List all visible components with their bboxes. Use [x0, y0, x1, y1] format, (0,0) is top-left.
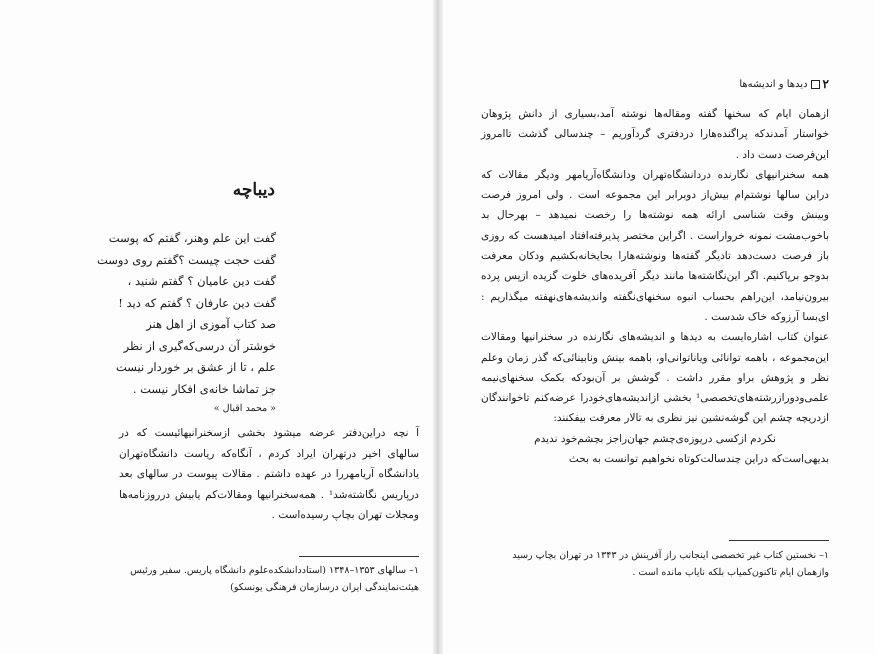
poem-line: گفت دین عارفان ؟ گفتم که دید !	[118, 295, 276, 310]
left-footnote	[119, 562, 419, 596]
poem-attribution: « محمد اقبال »	[213, 403, 276, 414]
poem-line: جز تماشا خانه‌ی افکار نیست .	[132, 381, 276, 396]
body-paragraph: عنوان کتاب اشاره‌ایست به دیدها و اندیشه‌های نگارنده در سخنرانیها ومقالات این‌مجموعه ، باهمه توانائی ویاناتوانی‌او، باهمه بینش ونابینائی‌که گذر زمان وعلم نظر و پژوهش براو مقرر داشت . گوشش بر آن‌بودکه بکمک سخنهای‌نیمه علمی‌ودورازرشته‌های‌تخصصی¹ بخشی ازاندیشه‌های‌خودرا عرضه‌کنم تاخوانندگان ازدریچه چشم این گوشه‌نشین نیز نظری به تالار معرفت بیفکنند:	[481, 331, 829, 425]
running-head-title: دیدها و اندیشه‌ها	[739, 78, 808, 90]
body-paragraph: همه سخنرانیهای نگارنده دردانشگاه‌تهران ودانشگاه‌آریامهر ودیگر مقالات که دراین سالها نوشتم‌ام بیش‌از دوبرابر این مجموعه است . ولی امروز فرصت وبینش وقت شناسی ارائه همه نوشته‌ها را رخصت نمیدهد – بهرحال بد باخوب‌مشت نمونه خرواراست . اگراین مختصر پذیرفته‌افتاد امیدهست که روزی باز فرصت دست‌دهد تادیگر گفته‌ها ونوشته‌هارا بجایخانه‌بکشیم ودکان معرفت بدوجو برپاکنیم. اگر این‌نگاشته‌ها مانند دیگر آفریده‌های خلوت گزیده ازپس پرده بیرون‌نیامد، این‌راهم بحساب انبوه سخنهای‌نگفته واندیشه‌های‌نهفته میگذاریم : ای‌بسا آرزوکه خاک شدست .	[481, 168, 829, 323]
page-number: ۲	[822, 77, 829, 91]
footnote-rule	[299, 556, 419, 557]
verse-line: نکردم ازکسی دریوزه‌ی‌چشم جهان‌راجز بچشم‌خود ندیدم	[534, 432, 776, 445]
running-head	[739, 77, 829, 91]
preface-body	[119, 423, 419, 526]
chapter-title: دیباچه	[232, 180, 275, 200]
poem-line: گفت دین عامیان ؟ گفتم شنید ،	[127, 274, 276, 288]
book-gutter	[433, 0, 443, 654]
epigraph-poem	[36, 228, 276, 418]
left-page	[0, 0, 433, 654]
poem-line: خوشتر آن درسی‌که‌گیری از نظر	[123, 338, 276, 353]
body-paragraph: بدیهی‌است‌که دراین چندسالت‌کوتاه نخواهیم توانست به بحث	[568, 453, 829, 466]
preface-paragraph: آ نچه دراین‌دفتر عرضه میشود بخشی ازسخنرانیهائیست که در سالهای اخیر درتهران ایراد کردم ، آنگاه‌که ریاست دانشگاه‌تهران یادانشگاه آریامهررا در عهده داشتم . مقالات پیوست در سالهای بعد درپاریس نگاشته‌شد¹ . همه‌سخنرانیها ومقالات‌کم یابیش درروزنامه‌ها ومجلات تهران بچاپ رسیده‌است .	[119, 427, 419, 521]
body-paragraph: ازهمان ایام که سخنها گفته ومقاله‌ها نوشته آمد،بسیاری از دانش پژوهان خواستار آمدندکه پراگنده‌هارا دردفتری گردآوریم – چندسالی گذشت تاامروز این‌فرصت دست داد .	[481, 108, 829, 161]
footnote-rule	[729, 540, 829, 541]
right-footnote	[481, 547, 829, 581]
poem-line: گفت حجت چیست ؟گفتم روی دوست	[96, 252, 276, 267]
footnote-text: ۱– سالهای ۱۳۵۳–۱۳۴۸ (استاددانشکده‌علوم دانشگاه پاریس. سفیر ورئیس هیئت‌نمایندگی ایران درسازمان فرهنگی یونسکو)	[130, 565, 419, 593]
footnote-text: ۱– نخستین کتاب غیر تخصصی اینجانب راز آفرینش در ۱۳۴۳ در تهران بچاپ رسید وازهمان ایام تاکنون‌کمیاب بلکه نایاب مانده است .	[512, 550, 829, 578]
poem-line: علم ، تا از عشق بر خوردار نیست	[115, 360, 276, 374]
main-body	[481, 104, 829, 469]
square-ornament-icon	[811, 80, 820, 89]
right-page	[443, 0, 875, 654]
poem-line: صد کتاب آموزی از اهل هنر	[146, 317, 276, 331]
poem-line: گفت این علم وهنر، گفتم که پوست	[108, 231, 276, 245]
